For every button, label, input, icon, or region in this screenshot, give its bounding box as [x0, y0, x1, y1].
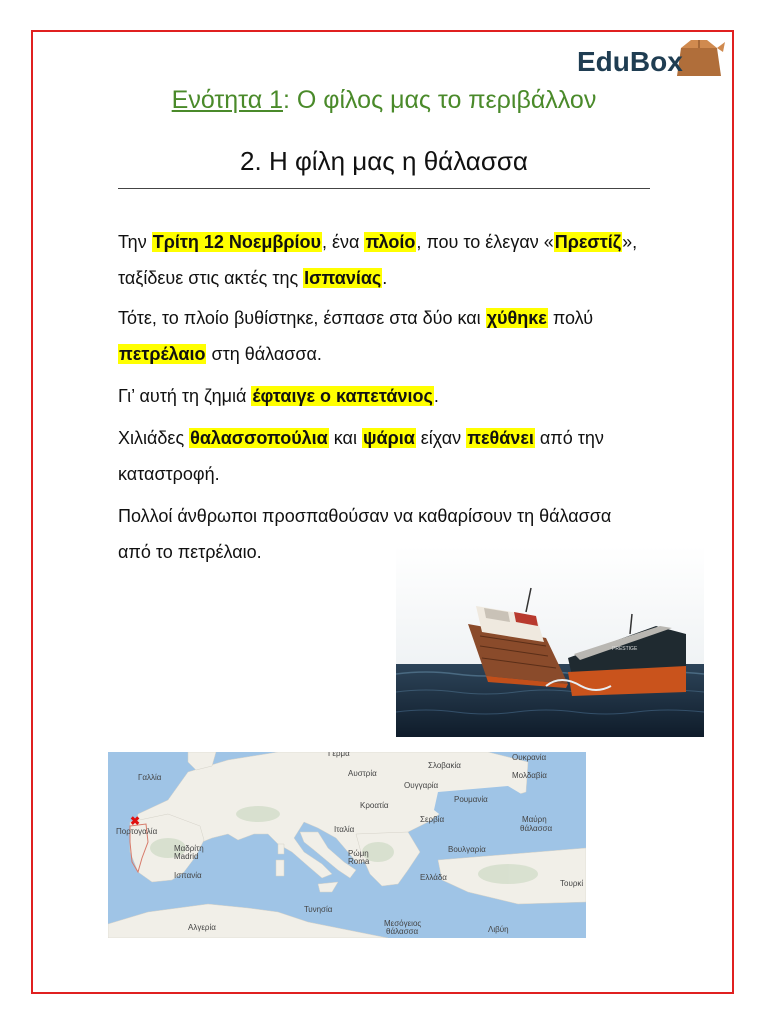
text: πολύ: [547, 308, 594, 328]
map-label-black-sea-1: Μαύρη: [522, 815, 547, 824]
map-label-oungaria: Ουγγαρία: [404, 781, 439, 790]
text: Πολλοί άνθρωποι προσπαθούσαν να καθαρίσουν τη θάλασσα από το πετρέλαιο.: [118, 506, 612, 562]
map-label-thalassa: θάλασσα: [386, 927, 419, 936]
map-label-portugalia: Πορτογαλία: [116, 827, 158, 836]
edubox-logo: [575, 38, 725, 80]
text: Γι’ αυτή τη ζημιά: [118, 386, 252, 406]
text: Χιλιάδες: [118, 428, 190, 448]
map-label-ukraina: Ουκρανία: [512, 753, 547, 762]
highlight: πετρέλαιο: [119, 344, 206, 364]
map-label-austria: Αυστρία: [348, 769, 377, 778]
map-label-ispania: Ισπανία: [174, 871, 202, 880]
map-label-roma-latin: Roma: [348, 857, 370, 866]
highlight: Ισπανίας: [304, 268, 382, 288]
highlight: έφταιγε ο καπετάνιος: [252, 386, 433, 406]
map-label-slovakia: Σλοβακία: [428, 761, 461, 770]
unit-heading: [0, 86, 768, 115]
shipwreck-photo: [396, 546, 704, 737]
map-label-kroatia: Κροατία: [360, 801, 389, 810]
highlight: πλοίο: [365, 232, 416, 252]
unit-number: Ενότητα 1: [171, 86, 283, 114]
map-label-roma: Ρώμη: [348, 849, 369, 858]
text: και: [328, 428, 362, 448]
highlight: Πρεστίζ: [554, 232, 622, 252]
map-label-serbia: Σερβία: [420, 815, 445, 824]
text: .: [382, 268, 388, 288]
highlight: Τρίτη 12 Νοεμβρίου: [152, 232, 322, 252]
paragraph-3: [118, 378, 658, 414]
text: από την καταστροφή.: [118, 428, 604, 484]
map-label-mesogeios: Μεσόγειος: [384, 919, 422, 928]
map-label-gallia: Γαλλία: [138, 773, 162, 782]
highlight: ψάρια: [362, 428, 415, 448]
map-label-madrid: Μαδρίτη: [174, 844, 204, 853]
text: Την: [118, 232, 152, 252]
map-label-ellada: Ελλάδα: [420, 873, 447, 882]
map-label-tourkia: Τουρκί: [560, 879, 584, 888]
map-label-livyi: Λιβύη: [488, 925, 509, 934]
paragraph-4: [118, 420, 658, 492]
map-label-black-sea-2: θάλασσα: [520, 824, 553, 833]
text: στη θάλασσα.: [206, 344, 322, 364]
hull-name: PRESTIGE: [612, 646, 638, 652]
map-label-madrid-latin: Madrid: [174, 852, 199, 861]
title-divider: [118, 188, 650, 189]
text: .: [433, 386, 439, 406]
text: , που το έλεγαν «: [416, 232, 554, 252]
prestige-location-marker: ✖: [130, 814, 141, 828]
map-label-tynisia: Τυνησία: [304, 905, 333, 914]
map-label-roumania: Ρουμανία: [454, 795, 488, 804]
text: Τότε, το πλοίο βυθίστηκε, έσπασε στα δύο και: [118, 308, 486, 328]
box-icon: [677, 40, 725, 76]
map-label-voulgaria: Βουλγαρία: [448, 845, 486, 854]
europe-map: [108, 752, 586, 938]
map-label-germania: Γερμα: [328, 752, 350, 758]
logo-text: EduBox: [577, 46, 683, 77]
text: είχαν: [415, 428, 467, 448]
text: », ταξίδευε στις ακτές της: [118, 232, 638, 288]
highlight: θαλασσοπούλια: [190, 428, 328, 448]
unit-title: : Ο φίλος μας το περιβάλλον: [283, 86, 597, 114]
lesson-title: 2. Η φίλη μας η θάλασσα: [240, 146, 528, 176]
text: , ένα: [322, 232, 365, 252]
paragraph-1: [118, 224, 658, 296]
paragraph-2: [118, 300, 658, 372]
map-label-algeria: Αλγερία: [188, 923, 216, 932]
highlight: χύθηκε: [486, 308, 547, 328]
map-label-italia: Ιταλία: [334, 825, 355, 834]
highlight: πεθάνει: [467, 428, 534, 448]
map-label-moldavia: Μολδαβία: [512, 771, 547, 780]
